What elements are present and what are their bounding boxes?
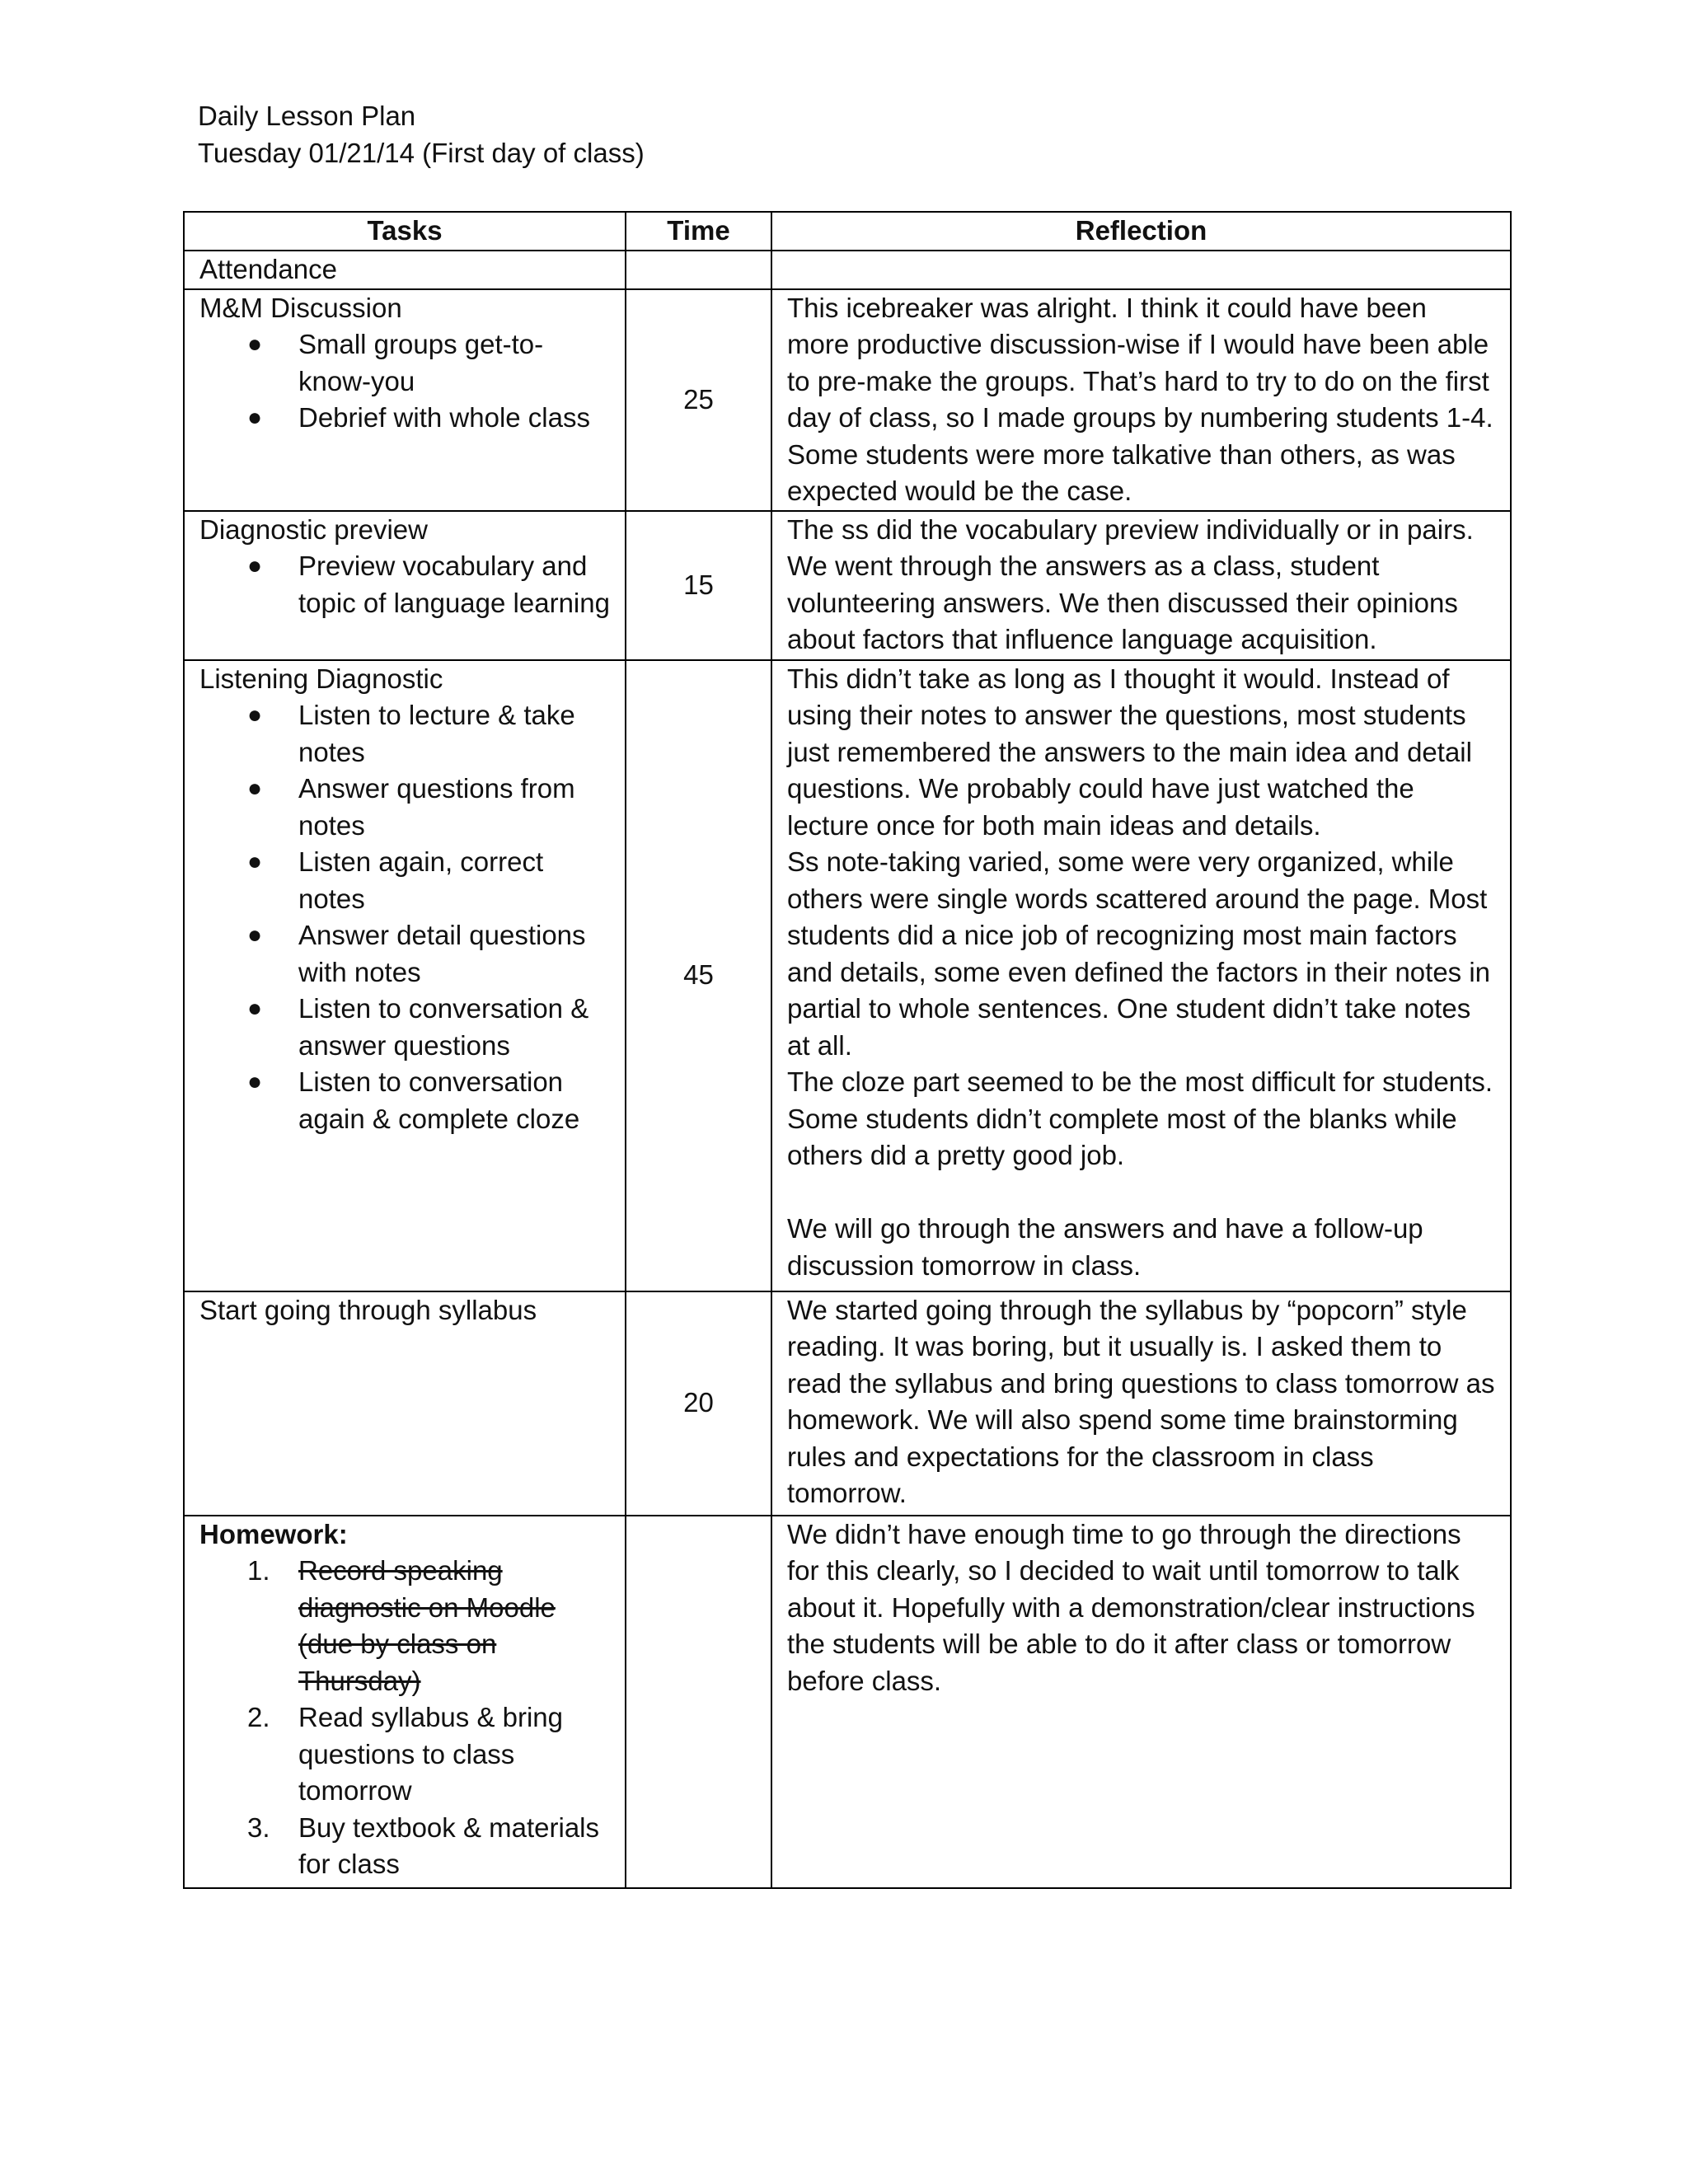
task-bullet-list [199, 697, 610, 1137]
list-item: 3. Buy textbook & materials for class [247, 1811, 599, 1879]
reflection-paragraph: The ss did the vocabulary preview individually or in pairs. We went through the answers as a class, student volunteering answers. We then discussed their opinions about factors that influence language acquisition. [787, 513, 1474, 654]
reflection-cell [771, 511, 1511, 660]
reflection-paragraph: This didn’t take as long as I thought it would. Instead of using their notes to answer the questions, most students just remembered the answers to the main idea and detail questions. We probably could have just watched the lecture once for both main ideas and details. [787, 663, 1472, 841]
document-title: Daily Lesson Plan [198, 101, 416, 131]
document-date: Tuesday 01/21/14 (First day of class) [198, 138, 645, 168]
bullet-icon: ● [247, 1068, 263, 1095]
homework-list [199, 1553, 610, 1883]
table-row [184, 1291, 1511, 1516]
bullet-icon: ● [247, 775, 263, 802]
list-item: ● Listen to conversation again & complete cloze [199, 1064, 610, 1137]
bullet-icon: ● [247, 848, 263, 875]
time-cell [626, 251, 771, 289]
list-item: ● Small groups get-to-know-you [199, 326, 610, 400]
reflection-cell [771, 1291, 1511, 1516]
bullet-icon: ● [247, 995, 263, 1022]
column-header-reflection: Reflection [771, 212, 1511, 251]
bullet-icon: ● [247, 701, 263, 729]
time-cell: 25 [626, 289, 771, 511]
table-row [184, 511, 1511, 660]
reflection-paragraph: We started going through the syllabus by “popcorn” style reading. It was boring, but it usually is. I asked them to read the syllabus and bring questions to class tomorrow as homework. We will also spend some time brainstorming rules and expectations for the classroom in class tomorrow. [787, 1294, 1495, 1508]
bullet-icon: ● [247, 921, 263, 949]
task-title: Attendance [199, 254, 337, 284]
task-cell [184, 1291, 626, 1516]
list-item: ● Preview vocabulary and topic of language learning [199, 548, 610, 621]
list-item: ● Listen again, correct notes [199, 844, 610, 917]
lesson-plan-table [183, 211, 1512, 1889]
task-cell [184, 1516, 626, 1888]
time-cell [626, 1516, 771, 1888]
task-cell [184, 289, 626, 511]
task-cell [184, 511, 626, 660]
task-title: Start going through syllabus [199, 1294, 537, 1325]
reflection-paragraph: Ss note-taking varied, some were very organized, while others were single words scattered around the page. Most students did a nice job of recognizing most main factors and details, some even defined the factors in their notes in partial to whole sentences. One student didn’t take notes at all. [787, 846, 1491, 1061]
bullet-icon: ● [247, 552, 263, 579]
column-header-time: Time [626, 212, 771, 251]
reflection-paragraph: The cloze part seemed to be the most difficult for students. Some students didn’t complete most of the blanks while others did a pretty good job. [787, 1066, 1493, 1170]
task-title: M&M Discussion [199, 292, 402, 323]
reflection-paragraph: We will go through the answers and have a follow-up discussion tomorrow in class. [787, 1213, 1423, 1281]
bullet-icon: ● [247, 404, 263, 431]
time-cell: 15 [626, 511, 771, 660]
list-item: ● Listen to conversation & answer questions [199, 991, 610, 1064]
time-cell: 45 [626, 660, 771, 1291]
list-item: 2. Read syllabus & bring questions to class tomorrow [247, 1702, 564, 1806]
reflection-cell [771, 1516, 1511, 1888]
list-item: 1. Record speaking diagnostic on Moodle (due by class on Thursday) [247, 1555, 556, 1696]
reflection-paragraph: We didn’t have enough time to go through the directions for this clearly, so I decided to wait until tomorrow to talk about it. Hopefully with a demonstration/clear instructions the students will be able to do it after class or tomorrow before class. [787, 1518, 1475, 1696]
task-bullet-list [199, 548, 610, 621]
list-item: ● Listen to lecture & take notes [199, 697, 610, 771]
task-bullet-list [199, 326, 610, 437]
table-header-row [184, 212, 1511, 251]
reflection-cell [771, 251, 1511, 289]
task-cell [184, 660, 626, 1291]
task-cell [184, 251, 626, 289]
time-cell: 20 [626, 1291, 771, 1516]
list-item: ● Answer questions from notes [199, 771, 610, 844]
column-header-tasks: Tasks [184, 212, 626, 251]
table-row [184, 1516, 1511, 1888]
list-item: ● Debrief with whole class [199, 400, 610, 437]
table-row [184, 289, 1511, 511]
task-title: Diagnostic preview [199, 513, 428, 545]
table-row [184, 251, 1511, 289]
bullet-icon: ● [247, 330, 263, 358]
task-title: Homework: [199, 1518, 348, 1549]
reflection-cell [771, 289, 1511, 511]
reflection-paragraph: This icebreaker was alright. I think it could have been more productive discussion-wise if I would have been able to pre-make the groups. That’s hard to try to do on the first day of class, so I made groups by numbering students 1-4. Some students were more talkative than others, as was expected would be the case. [787, 292, 1493, 506]
document-header [198, 97, 645, 171]
table-row [184, 660, 1511, 1291]
reflection-cell [771, 660, 1511, 1291]
task-title: Listening Diagnostic [199, 663, 443, 694]
list-item: ● Answer detail questions with notes [199, 917, 610, 991]
